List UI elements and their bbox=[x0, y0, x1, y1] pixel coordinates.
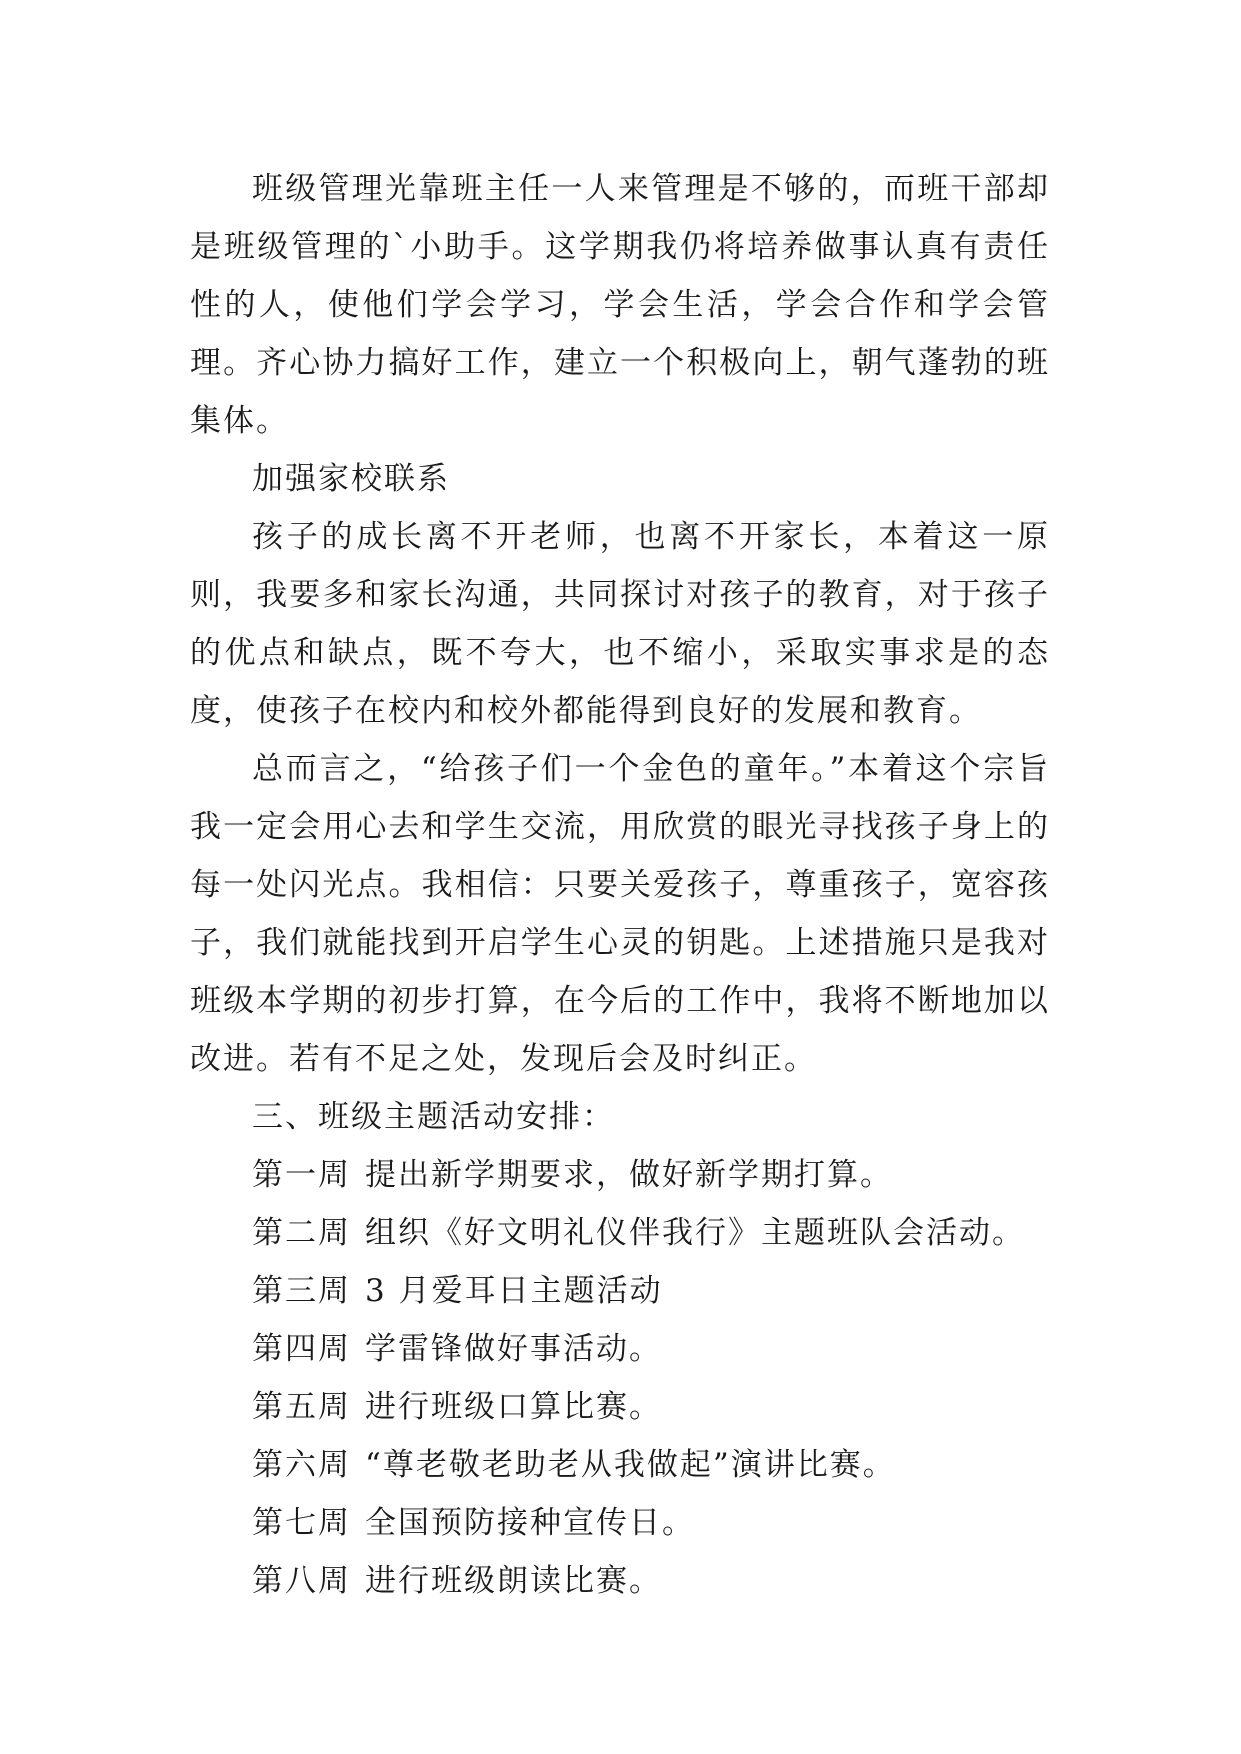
activity-item bbox=[190, 1378, 1050, 1436]
week-activity: 进行班级口算比赛。 bbox=[365, 1389, 662, 1425]
week-activity: 组织《好文明礼仪伴我行》主题班队会活动。 bbox=[365, 1215, 1025, 1251]
activity-item bbox=[190, 1204, 1050, 1262]
paragraph-summary: 总而言之，“给孩子们一个金色的童年。”本着这个宗旨我一定会用心去和学生交流，用欣赏的眼光寻找孩子身上的每一处闪光点。我相信：只要关爱孩子，尊重孩子，宽容孩子，我们就能找到开启学生心灵的钥匙。上述措施只是我对班级本学期的初步打算，在今后的工作中，我将不断地加以改进。若有不足之处，发现后会及时纠正。 bbox=[190, 751, 1050, 1077]
week-label: 第二周 bbox=[252, 1215, 351, 1251]
week-activity: 进行班级朗读比赛。 bbox=[365, 1563, 662, 1599]
activity-item bbox=[190, 1320, 1050, 1378]
activity-item bbox=[190, 1552, 1050, 1610]
heading-home-school: 加强家校联系 bbox=[252, 461, 450, 497]
paragraph-class-management: 班级管理光靠班主任一人来管理是不够的，而班干部却是班级管理的`小助手。这学期我仍将培养做事认真有责任性的人，使他们学会学习，学会生活，学会合作和学会管理。齐心协力搞好工作，建立一个积极向上，朝气蓬勃的班集体。 bbox=[190, 171, 1050, 439]
week-label: 第七周 bbox=[252, 1505, 351, 1541]
week-label: 第四周 bbox=[252, 1331, 351, 1367]
activity-list bbox=[190, 1146, 1050, 1610]
week-label: 第六周 bbox=[252, 1447, 351, 1483]
activity-item bbox=[190, 1262, 1050, 1320]
heading-activities: 三、班级主题活动安排： bbox=[252, 1099, 615, 1135]
week-activity: “尊老敬老助老从我做起”演讲比赛。 bbox=[365, 1447, 896, 1483]
week-label: 第八周 bbox=[252, 1563, 351, 1599]
activity-item bbox=[190, 1146, 1050, 1204]
week-label: 第五周 bbox=[252, 1389, 351, 1425]
activity-item bbox=[190, 1494, 1050, 1552]
week-activity: 学雷锋做好事活动。 bbox=[365, 1331, 662, 1367]
paragraph-home-school: 孩子的成长离不开老师，也离不开家长，本着这一原则，我要多和家长沟通，共同探讨对孩子的教育，对于孩子的优点和缺点，既不夸大，也不缩小，采取实事求是的态度，使孩子在校内和校外都能得到良好的发展和教育。 bbox=[190, 519, 1050, 729]
activity-item bbox=[190, 1436, 1050, 1494]
week-activity: 全国预防接种宣传日。 bbox=[365, 1505, 695, 1541]
document-body bbox=[190, 160, 1050, 1610]
week-activity: 提出新学期要求，做好新学期打算。 bbox=[365, 1157, 893, 1193]
week-label: 第一周 bbox=[252, 1157, 351, 1193]
week-label: 第三周 bbox=[252, 1273, 351, 1309]
week-activity: 3 月爱耳日主题活动 bbox=[365, 1273, 663, 1309]
